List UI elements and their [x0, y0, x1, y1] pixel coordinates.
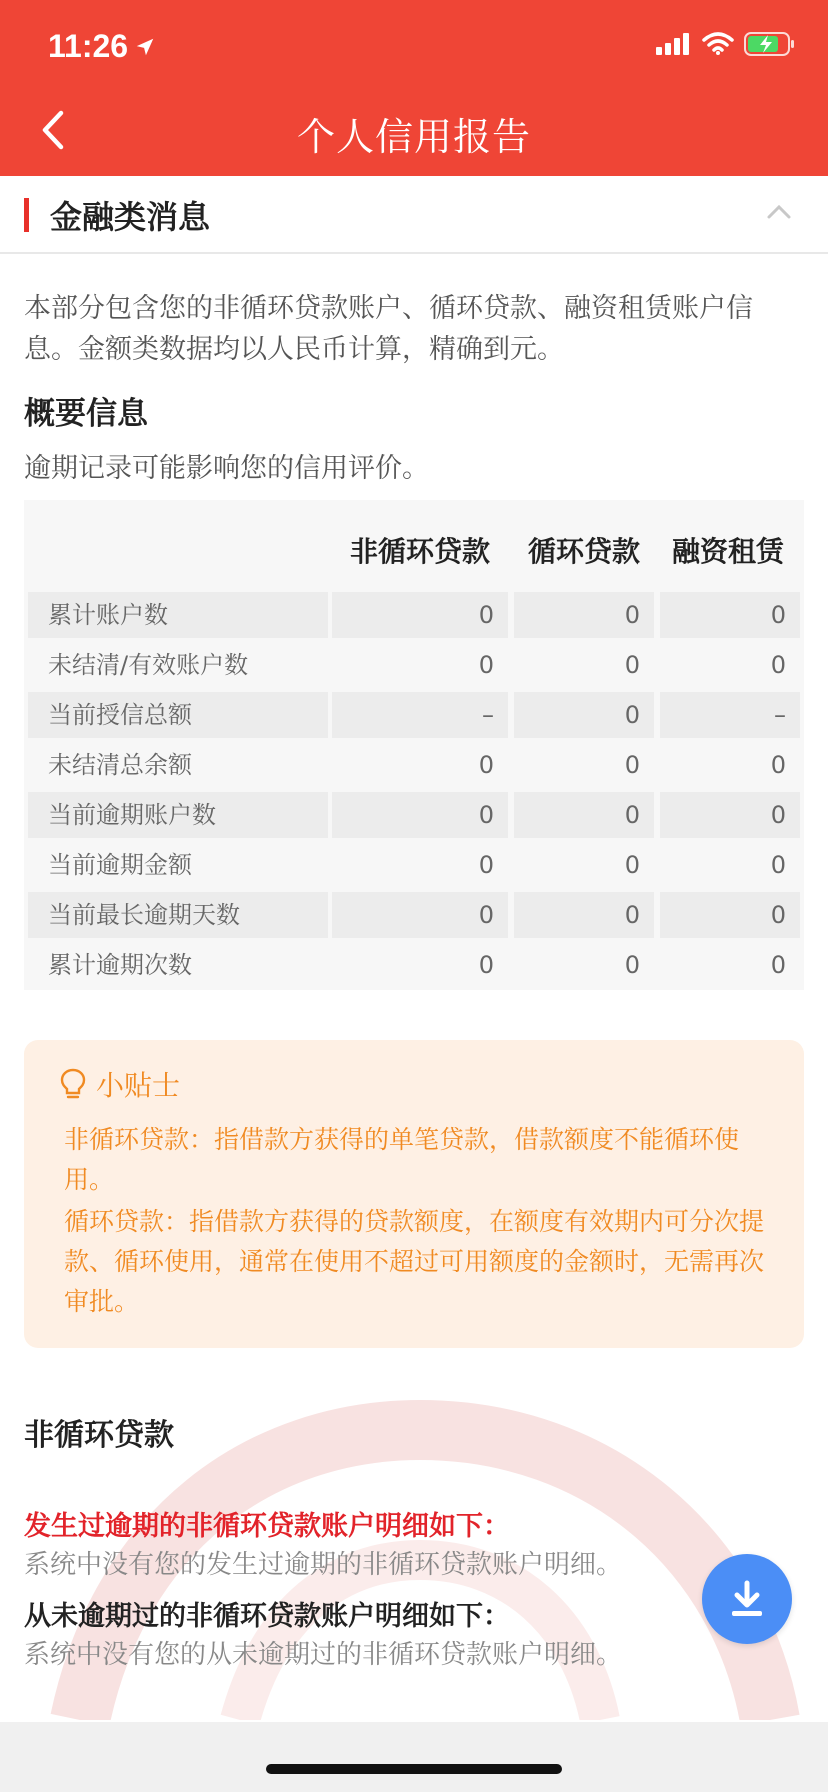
column-header-non-revolving: 非循环贷款 — [350, 535, 491, 568]
tip-revolving: 循环贷款：指借款方获得的贷款额度，在额度有效期内可分次提款、循环使用，通常在使用不超过可用额度的金额时，无需再次审批。 — [64, 1207, 765, 1316]
chevron-up-icon[interactable] — [766, 202, 792, 220]
wifi-icon — [702, 32, 734, 56]
table-row — [24, 892, 804, 938]
summary-heading: 概要信息 — [24, 396, 148, 432]
page-title: 个人信用报告 — [296, 115, 531, 159]
signal-icon — [656, 33, 692, 55]
cell-value: 0 — [770, 851, 786, 879]
row-label: 当前授信总额 — [28, 692, 328, 738]
status-time — [48, 28, 156, 65]
cell-value: 0 — [660, 892, 800, 938]
row-label: 当前逾期账户数 — [28, 792, 328, 838]
never-overdue-accounts-title: 从未逾期过的非循环贷款账户明细如下： — [24, 1601, 510, 1632]
table-row — [24, 692, 804, 738]
tips-title — [60, 1064, 180, 1104]
tip-non-revolving: 非循环贷款：指借款方获得的单笔贷款，借款额度不能循环使用。 — [64, 1125, 740, 1194]
cell-value: 0 — [332, 592, 508, 638]
cell-value: 0 — [624, 851, 640, 879]
cell-value: 0 — [514, 692, 654, 738]
summary-note: 逾期记录可能影响您的信用评价。 — [24, 453, 429, 484]
section-accent-bar — [24, 198, 29, 232]
cell-value: 0 — [770, 951, 786, 979]
row-label: 当前最长逾期天数 — [28, 892, 328, 938]
download-button[interactable] — [702, 1554, 792, 1644]
section-header[interactable] — [0, 176, 828, 254]
table-row — [24, 842, 804, 888]
cell-value: 0 — [660, 792, 800, 838]
cell-value: 0 — [514, 892, 654, 938]
row-label: 当前逾期金额 — [48, 851, 192, 879]
cell-value: 0 — [624, 951, 640, 979]
row-label: 未结清/有效账户数 — [48, 651, 249, 679]
cell-value: – — [332, 692, 508, 738]
table-row — [24, 642, 804, 688]
cell-value: 0 — [624, 751, 640, 779]
cell-value: – — [660, 692, 800, 738]
cell-value: 0 — [770, 751, 786, 779]
app-header — [0, 0, 828, 176]
non-revolving-heading: 非循环贷款 — [24, 1418, 174, 1453]
tips-box — [24, 1040, 804, 1348]
status-icons — [656, 32, 796, 56]
row-label: 未结清总余额 — [48, 751, 192, 779]
home-indicator[interactable] — [266, 1764, 562, 1774]
cell-value: 0 — [660, 592, 800, 638]
overdue-accounts-title: 发生过逾期的非循环贷款账户明细如下： — [24, 1511, 510, 1542]
column-header-leasing: 融资租赁 — [672, 535, 785, 568]
download-icon — [729, 1580, 765, 1618]
cell-value: 0 — [514, 792, 654, 838]
cell-value: 0 — [770, 651, 786, 679]
table-row — [24, 592, 804, 638]
battery-charging-icon — [744, 32, 796, 56]
location-arrow-icon — [134, 36, 156, 58]
cell-value: 0 — [478, 851, 494, 879]
table-row — [24, 792, 804, 838]
section-title: 金融类消息 — [50, 198, 211, 236]
tips-title-text: 小贴士 — [96, 1069, 181, 1102]
cell-value: 0 — [478, 651, 494, 679]
never-overdue-accounts-text: 系统中没有您的从未逾期过的非循环贷款账户明细。 — [24, 1640, 623, 1670]
cell-value: 0 — [478, 751, 494, 779]
cell-value: 0 — [332, 892, 508, 938]
cell-value: 0 — [478, 951, 494, 979]
table-header — [24, 500, 804, 592]
overdue-accounts-text: 系统中没有您的发生过逾期的非循环贷款账户明细。 — [24, 1550, 623, 1580]
table-row — [24, 942, 804, 988]
cell-value: 0 — [514, 592, 654, 638]
row-label: 累计账户数 — [28, 592, 328, 638]
summary-table — [24, 500, 804, 990]
column-header-revolving: 循环贷款 — [528, 535, 641, 568]
bottom-bar — [0, 1722, 828, 1792]
status-time-text: 11:26 — [48, 28, 129, 64]
table-row — [24, 742, 804, 788]
lightbulb-icon — [60, 1068, 86, 1100]
row-label: 累计逾期次数 — [48, 951, 192, 979]
cell-value: 0 — [332, 792, 508, 838]
section-intro: 本部分包含您的非循环贷款账户、循环贷款、融资租赁账户信息。金额类数据均以人民币计算，精确到元。 — [24, 293, 753, 365]
cell-value: 0 — [624, 651, 640, 679]
